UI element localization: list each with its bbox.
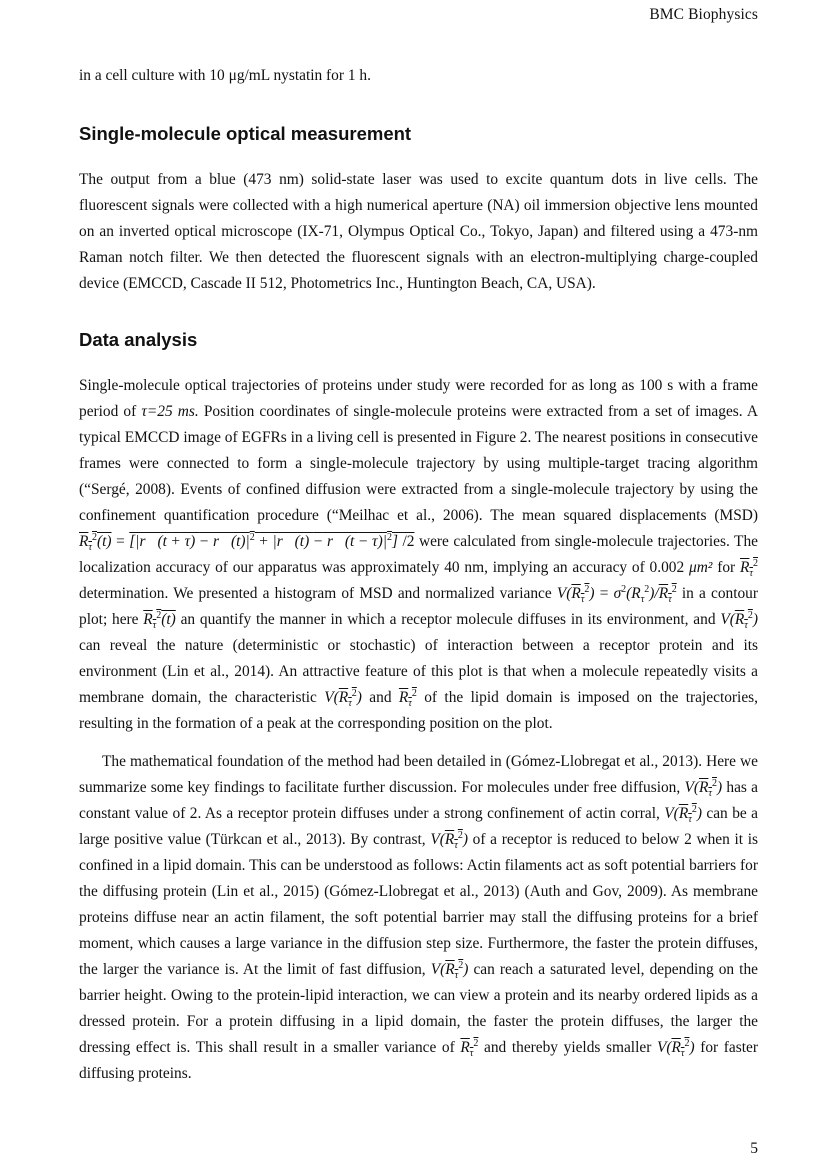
page-content bbox=[79, 63, 758, 1087]
paragraph-optical-measurement: The output from a blue (473 nm) solid-state laser was used to excite quantum dots in live cells. The fluorescent signals were collected with a high numerical aperture (NA) oil immersion objective lens mounted on an inverted optical microscope (IX-71, Olympus Optical Co., Tokyo, Japan) and filtered using a 473-nm Raman notch filter. We then detected the fluorescent signals with an electron-multiplying charge-coupled device (EMCCD, Cascade II 512, Photometrics Inc., Huntington Beach, CA, USA). bbox=[79, 171, 758, 292]
page-number: 5 bbox=[750, 1140, 758, 1157]
intro-fragment: in a cell culture with 10 μg/mL nystatin for 1 h. bbox=[79, 67, 371, 84]
formula-normalized-variance: $V(R_\tau^2) = \sigma^2(R_\tau^2)/R_\tau^2$ bbox=[556, 583, 677, 606]
paragraph-data-analysis-2: The mathematical foundation of the method had been detailed in (Gómez-Llobregat et al., 2013). Here we summarize some key findings to facilitate further discussion. For molecules under free diffusion, $V(R_\tau^2)$ has a constant value of 2. As a receptor protein diffuses under a strong confinement of actin corral, $V(R_\tau^2)$ can be a large positive value (Türkcan et al., 2013). By contrast, $V(R_\tau^2)$ of a receptor is reduced to below 2 when it is confined in a lipid domain. This can be understood as follows: Actin filaments act as soft potential barriers for the diffusing protein (Lin et al., 2015) (Gómez-Llobregat et al., 2013) (Auth and Gov, 2009). As membrane proteins diffuse near an actin filament, the soft potential barrier may stall the diffusing proteins for a brief moment, which causes a large variance in the diffusion step size. Furthermore, the faster the protein diffuses, the larger the variance is. At the limit of fast diffusion, $V(R_\tau^2)$ can reach a saturated level, depending on the barrier height. Owing to the protein-lipid interaction, we can view a protein and its nearby ordered lipids as a dressed protein. For a protein diffusing in a lipid domain, the faster the protein diffuses, the larger the dressing effect is. This shall result in a smaller variance of $R_\tau^2$ and thereby yields smaller $V(R_\tau^2)$ for faster diffusing proteins. bbox=[79, 753, 758, 1082]
formula-msd-definition: $R_\tau^2(t)$ = [|r⃗(t + $\tau) - r⃗(t)|^2$ + |r⃗(t) − r⃗(t − $\tau)|^2$] /2 bbox=[79, 531, 415, 554]
paragraph-data-analysis-1: Single-molecule optical trajectories of proteins under study were recorded for as long as 100 s with a frame period of τ=25 ms. Position coordinates of single-molecule proteins were extracted from a set of images. A typical EMCCD image of EGFRs in a living cell is presented in Figure 2. The nearest positions in consecutive frames were connected to form a single-molecule trajectory by using multiple-target tracing algorithm (“Sergé, 2008). Events of confined diffusion were extracted from a single-molecule trajectory by using the confinement quantification procedure (“Meilhac et al., 2006). The mean squared displacements (MSD) $R_\tau^2(t)$ = [|r⃗(t + $\tau) - r⃗(t)|^2$ + |r⃗(t) − r⃗(t − $\tau)|^2$] /2 were calculated from single-molecule trajectories. The localization accuracy of our apparatus was approximately 40 nm, implying an accuracy of 0.002 μm² for $R_\tau^2$ determination. We presented a histogram of MSD and normalized variance $V(R_\tau^2) = \sigma^2(R_\tau^2)/R_\tau^2$ in a contour plot; here $R_\tau^2(t)$ an quantify the manner in which a receptor molecule diffuses in its environment, and $V(R_\tau^2)$ can reveal the nature (deterministic or stochastic) of interaction between a receptor protein and its environment (Lin et al., 2014). An attractive feature of this plot is that when a molecule repeatedly visits a membrane domain, the characteristic $V(R_\tau^2)$ and $R_\tau^2$ of the lipid domain is imposed on the trajectories, resulting in the formation of a peak at the corresponding position on the plot. bbox=[79, 377, 759, 732]
section-title-optical-measurement: Single-molecule optical measurement bbox=[79, 123, 412, 144]
journal-header: BMC Biophysics bbox=[649, 6, 758, 23]
section-title-data-analysis: Data analysis bbox=[79, 329, 198, 350]
